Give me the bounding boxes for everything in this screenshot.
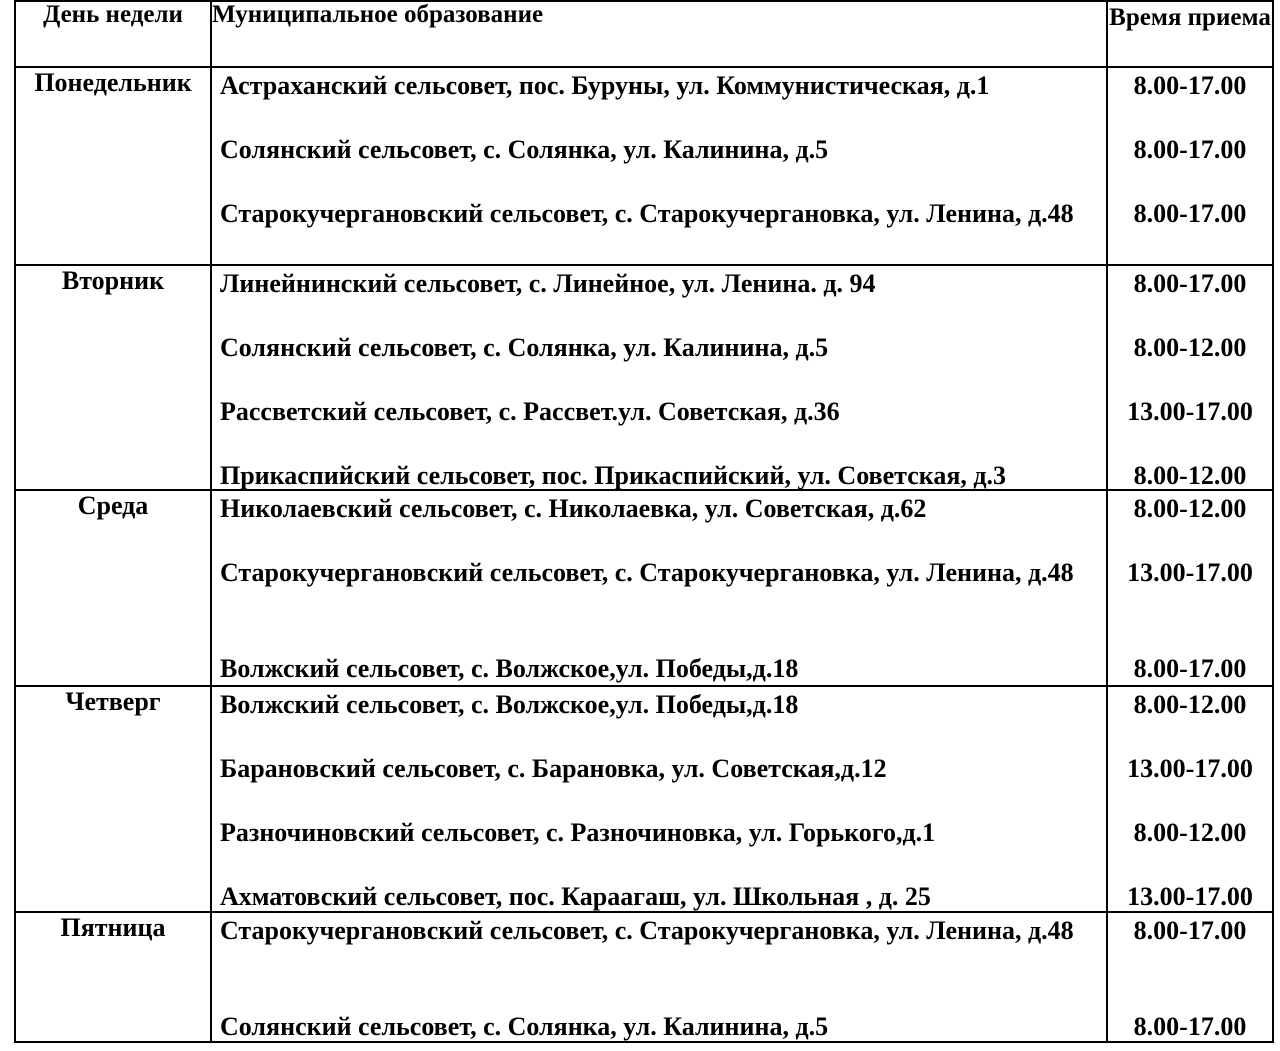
day-row-monday (15, 67, 1273, 265)
time-cell (1107, 490, 1273, 686)
time-entry: 8.00-12.00 (1133, 690, 1247, 719)
time-entry: 8.00-12.00 (1133, 333, 1247, 362)
time-cell (1107, 912, 1273, 1042)
time-entry: 8.00-17.00 (1133, 269, 1247, 298)
day-name: Понедельник (15, 67, 211, 265)
municipality-entry: Ахматовский сельсовет, пос. Караагаш, ул. Школьная , д. 25 (220, 882, 931, 911)
time-entry: 8.00-17.00 (1133, 654, 1247, 683)
day-name: Вторник (15, 265, 211, 490)
time-entry: 8.00-12.00 (1133, 818, 1247, 847)
municipality-entry: Прикаспийский сельсовет, пос. Прикаспийский, ул. Советская, д.3 (220, 461, 1007, 490)
time-entry: 8.00-17.00 (1133, 135, 1247, 164)
day-name: Четверг (15, 686, 211, 912)
time-entry: 8.00-17.00 (1133, 916, 1247, 945)
day-row-wednesday (15, 490, 1273, 686)
time-cell (1107, 67, 1273, 265)
time-cell (1107, 265, 1273, 490)
municipality-entry: Волжский сельсовет, с. Волжское,ул. Победы,д.18 (220, 690, 799, 719)
time-entry: 13.00-17.00 (1127, 397, 1253, 426)
municipality-cell (211, 490, 1107, 686)
time-entry: 13.00-17.00 (1127, 882, 1253, 911)
time-cell (1107, 686, 1273, 912)
header-day: День недели (15, 1, 211, 67)
municipality-cell (211, 686, 1107, 912)
municipality-cell (211, 265, 1107, 490)
reception-schedule-table (14, 0, 1274, 1043)
municipality-entry: Старокучергановский сельсовет, с. Старокучергановка, ул. Ленина, д.48 (220, 199, 1074, 228)
municipality-entry: Разночиновский сельсовет, с. Разночиновка, ул. Горького,д.1 (220, 818, 936, 847)
municipality-entry: Старокучергановский сельсовет, с. Старокучергановка, ул. Ленина, д.48 (220, 558, 1074, 587)
time-entry: 8.00-12.00 (1133, 494, 1247, 523)
municipality-entry: Солянский сельсовет, с. Солянка, ул. Калинина, д.5 (220, 1012, 829, 1041)
municipality-cell (211, 912, 1107, 1042)
municipality-entry: Николаевский сельсовет, с. Николаевка, ул. Советская, д.62 (220, 494, 927, 523)
time-entry: 8.00-17.00 (1133, 71, 1247, 100)
header-time: Время приема (1107, 1, 1273, 67)
municipality-entry: Волжский сельсовет, с. Волжское,ул. Победы,д.18 (220, 654, 799, 683)
header-municipality: Муниципальное образование (211, 1, 1107, 67)
time-entry: 8.00-17.00 (1133, 1012, 1247, 1041)
municipality-entry: Астраханский сельсовет, пос. Буруны, ул. Коммунистическая, д.1 (220, 71, 990, 100)
municipality-entry: Солянский сельсовет, с. Солянка, ул. Калинина, д.5 (220, 333, 829, 362)
municipality-entry: Линейнинский сельсовет, с. Линейное, ул. Ленина. д. 94 (220, 269, 876, 298)
day-name: Среда (15, 490, 211, 686)
time-entry: 8.00-17.00 (1133, 199, 1247, 228)
time-entry: 13.00-17.00 (1127, 754, 1253, 783)
municipality-entry: Солянский сельсовет, с. Солянка, ул. Калинина, д.5 (220, 135, 829, 164)
municipality-entry: Рассветский сельсовет, с. Рассвет.ул. Советская, д.36 (220, 397, 840, 426)
time-entry: 8.00-12.00 (1133, 461, 1247, 490)
day-name: Пятница (15, 912, 211, 1042)
day-row-tuesday (15, 265, 1273, 490)
day-row-thursday (15, 686, 1273, 912)
municipality-cell (211, 67, 1107, 265)
time-entry: 13.00-17.00 (1127, 558, 1253, 587)
day-row-friday (15, 912, 1273, 1042)
municipality-entry: Барановский сельсовет, с. Барановка, ул. Советская,д.12 (220, 754, 887, 783)
municipality-entry: Старокучергановский сельсовет, с. Старокучергановка, ул. Ленина, д.48 (220, 916, 1074, 945)
header-row (15, 1, 1273, 67)
